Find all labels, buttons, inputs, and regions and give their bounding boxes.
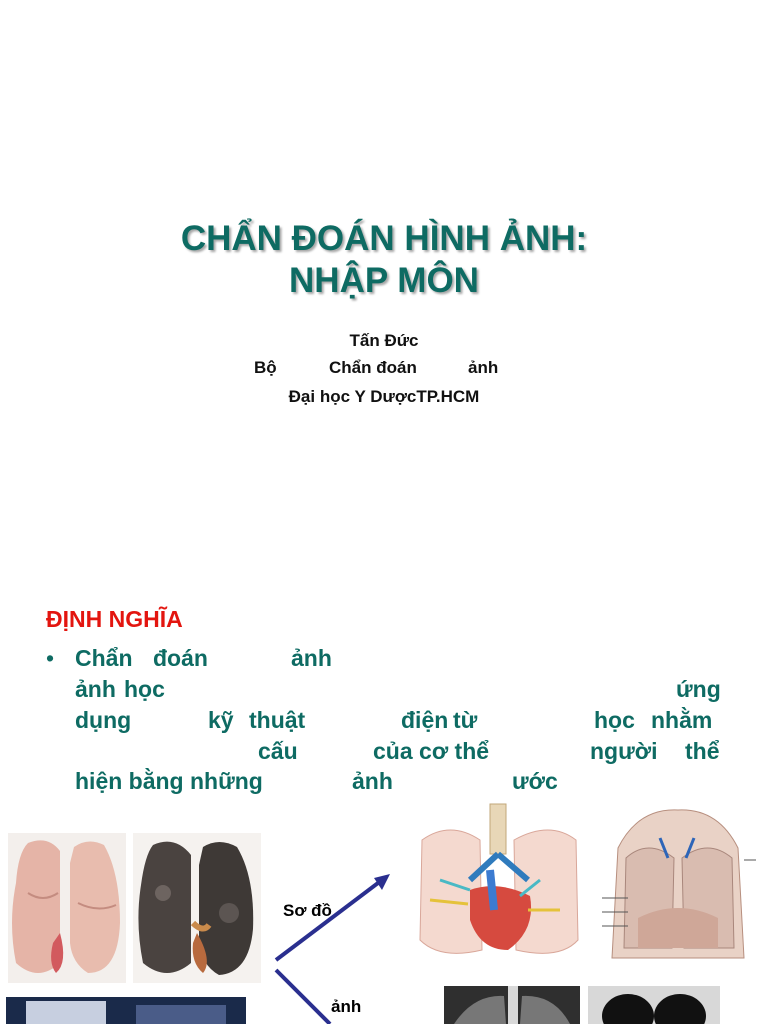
author-name: Tấn Đức bbox=[349, 331, 419, 350]
def-word: thuật bbox=[249, 707, 306, 733]
dept-word-1: Bộ bbox=[254, 358, 277, 377]
def-word: điện bbox=[401, 707, 449, 733]
slide-title bbox=[0, 218, 768, 302]
diagram-label: Sơ đồ bbox=[283, 901, 332, 920]
healthy-lungs-photo bbox=[8, 833, 126, 983]
chest-xray bbox=[444, 986, 580, 1024]
def-word: ảnh bbox=[291, 645, 332, 671]
title-line-1: CHẨN ĐOÁN HÌNH ẢNH: bbox=[180, 219, 588, 258]
title-line-2: NHẬP MÔN bbox=[289, 261, 479, 300]
dept-word-3: ảnh bbox=[468, 358, 499, 377]
def-word: nhằm bbox=[651, 707, 713, 733]
def-word: từ bbox=[453, 707, 478, 733]
thorax-dissection-illustration bbox=[598, 808, 758, 970]
ct-scan-room-photo bbox=[6, 997, 246, 1024]
def-word: ước bbox=[512, 768, 558, 794]
def-word: người bbox=[590, 738, 658, 764]
bullet-marker: • bbox=[46, 645, 55, 671]
definition-heading: ĐỊNH NGHĨA bbox=[46, 606, 183, 632]
def-word: thể bbox=[685, 738, 720, 764]
def-word: học bbox=[594, 707, 635, 733]
dept-word-2: Chẩn đoán bbox=[329, 358, 417, 377]
def-word: kỹ bbox=[208, 707, 234, 733]
heart-lungs-diagram bbox=[410, 800, 586, 970]
university-name: Đại học Y DượcTP.HCM bbox=[288, 387, 480, 406]
smoker-lungs-photo bbox=[133, 833, 261, 983]
def-word: học bbox=[124, 676, 165, 702]
def-word: hiện bằng những bbox=[75, 768, 263, 794]
def-word: cấu bbox=[258, 738, 298, 764]
def-word: ảnh bbox=[75, 676, 116, 702]
def-word: ứng bbox=[676, 676, 721, 702]
def-word: ảnh bbox=[352, 768, 393, 794]
image-label: ảnh bbox=[331, 997, 362, 1016]
chest-ct-scan bbox=[588, 986, 720, 1024]
def-word: Chẩn bbox=[75, 645, 133, 671]
def-word: đoán bbox=[153, 645, 208, 671]
def-word: của cơ thể bbox=[373, 738, 490, 764]
def-word: dụng bbox=[75, 707, 132, 733]
